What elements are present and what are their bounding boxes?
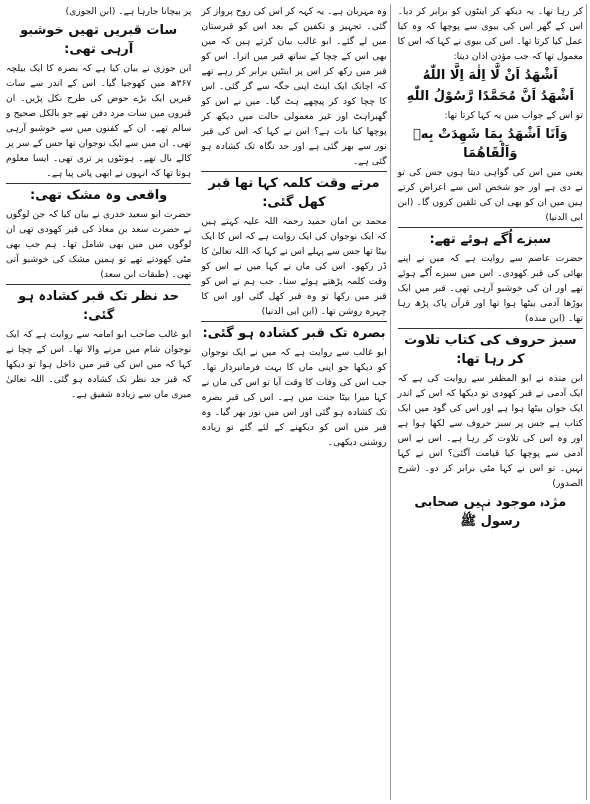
paragraph-kalima: محمد بن امان حمید رحمہ اللہ علیہ کہتے ہیں کہ ایک نوجوان کی ایک روایت ہے کہ اس کا ایک بیٹا تھا جس سے پہلے اس نے کہا کہ اللہ تعالیٰ کا ڈر رکھو۔ اس کی ماں نے کہا میں نے اس کو وقت کلمہ پڑھتے ہوئے سنا۔ جب ہم نے اس کو قبر میں رکھا تو وہ قبر کھل گئی اور اس کا چہرہ روشن تھا۔ (ابن ابی الدنیا): [201, 216, 387, 317]
paragraph-musk: حضرت ابو سعید خدری نے بیان کیا کہ جن لوگوں نے حضرت سعد بن معاذ کی قبر کھودی تھی ان لوگوں میں میں بھی شامل تھا۔ ہم جب بھی مٹی کھودتے تھے تو ہمیں مشک کی خوشبو آتی تھی۔ (طبقات ابن سعد): [6, 209, 192, 280]
column-right-intro: پر بیچانا جارہا ہے۔ (ابن الجوزی): [65, 6, 192, 17]
column-left: [395, 4, 587, 800]
quote-reply: وَاَنَا اَشْهَدُ بِمَا شَهِدَتْ بِهٖ وَاَلْقَاهُمَا: [412, 127, 568, 161]
paragraph-greenery: حضرت عاصم سے روایت ہے کہ میں نے اپنے بھائی کی قبر کھودی۔ اس میں سبزے اُگے ہوئے تھے اور ان کی خوشبو آرہی تھی۔ قبر میں ایک بوڑھا آدمی بیٹھا ہوا تھا اور قرآن پاک پڑھ رہا تھا۔ (ابن منذہ): [397, 253, 583, 324]
divider: [201, 171, 386, 172]
paragraph-continuation: وہ مہربان ہے۔ یہ کہہ کر اس کی روح پرواز کر گئی۔ تجہیز و تکفین کے بعد اس کو قبرستان میں لے گئے۔ ابو غالب بیان کرتے ہیں کہ میں بھی اس کے چچا کے ساتھ قبر میں اترا۔ اس کو قبر میں رکھ کر اس پر اینٹیں برابر کر رہے تھے کہ اچانک ایک اینٹ اپنی جگہ سے گر گئی۔ اس کا چچا کود کر پیچھے ہٹ گیا۔ میں نے اس کو گھبراہٹ اور غیر معمولی حالت میں دیکھ کر پوچھا کیا بات ہے؟ اس نے کہا کہ اس کی قبر نور سے بھر گئی ہے اور حد نگاہ تک کشادہ ہو گئی ہے۔: [201, 6, 387, 167]
column-right: [3, 4, 194, 800]
heading-green-book: سبز حروف کی کتاب تلاوت کر رہا تھا:: [404, 333, 577, 367]
divider: [6, 183, 191, 184]
heading-greenery: سبزے اُگے ہوئے تھے:: [429, 232, 552, 247]
quote-shahada-2: اَشْهَدُ اَنَّ مُحَمَّدًا رَّسُوْلُ اللّٰهِ: [406, 89, 574, 104]
column-middle: [198, 4, 390, 800]
heading-musk: واقعی وہ مشک تھی:: [30, 188, 168, 203]
divider: [6, 284, 191, 285]
paragraph-seven-graves: ابن جوزی نے بیان کیا ہے کہ بصرہ کا ایک بیلچہ ۳۶۷ھ میں کھوجیا گیا۔ اس کے اندر سے سات قبریں ایک بڑے حوض کی طرح نکل پڑیں۔ ان قبروں میں سات مرد دفن تھے جو بالکل صحیح و سالم تھے۔ ان کے کفنوں میں سے خوشبو آرہی تھی۔ ان میں سے ایک نوجوان تھا جس کے سر پر کالے بال تھے۔ ہونٹوں پر تری تھی۔ ایسا معلوم ہوتا تھا کہ انہوں نے ابھی پانی پیا ہے۔: [6, 63, 192, 179]
paragraph-reply: تو اس کے جواب میں یہ کہا کرتا تھا:: [444, 110, 583, 121]
divider: [398, 328, 583, 329]
heading-kalima: مرتے وقت کلمہ کہا تھا قبر کھل گئی:: [208, 176, 380, 210]
paragraph-grave-widened: ابو غالب صاحب ابو امامہ سے روایت ہے کہ ایک نوجوان شام میں مرنے والا تھا۔ اس کے چچا نے کہا کہ میں اس کی قبر میں داخل ہوا تو دیکھا کہ قبر حد نظر تک کشادہ ہو گئی۔ اللہ تعالیٰ میری ماں سے زیادہ شفیق ہے۔: [6, 329, 192, 400]
heading-grave-widened: حد نظر تک قبر کشادہ ہو گئی:: [18, 289, 180, 323]
quote-shahada-1: اَشْهَدُ اَنْ لَّا اِلٰهَ اِلَّا اللّٰهُ: [422, 68, 558, 83]
heading-basra: بصرہ تک قبر کشادہ ہو گئی:: [202, 326, 386, 341]
heading-seven-graves: سات قبریں تھیں خوشبو آرہی تھی:: [20, 23, 178, 57]
divider: [398, 227, 583, 228]
paragraph-meaning: یعنی میں اس کی گواہی دیتا ہوں جس کی تو نے دی ہے اور جو شخص اس سے اعراض کرتے ہیں میں ان کو بھی ان کی تلقین کروں گا۔ (ابن ابی الدنیا): [397, 167, 583, 223]
paragraph-green-book: ابن منذہ نے ابو المظفر سے روایت کی ہے کہ ایک آدمی نے قبر کھودی تو دیکھا کہ اس کے اندر ایک جوان بیٹھا ہوا ہے اور اس کی گود میں ایک کتاب ہے جس پر سبز حروف سے لکھا ہوا ہے اور وہ اس کی تلاوت کر رہا ہے۔ اس نے اس آدمی سے پوچھا کیا قیامت آگئی؟ اس نے کہا نہیں۔ تو اس نے کہا مٹی برابر کر دو۔ (شرح الصدور): [397, 373, 583, 489]
paragraph-continuation: کر رہا تھا۔ یہ دیکھ کر اینٹوں کو برابر کر دیا۔ اس کے گھر اس کی بیوی سے پوچھا کہ وہ کیا عمل کیا کرتا تھا۔ اس کی بیوی نے کہا کہ اس کا معمول تھا کہ جب مؤذن اذان دیتا:: [397, 6, 583, 62]
divider: [201, 321, 386, 322]
paragraph-basra: ابو غالب سے روایت ہے کہ میں نے ایک نوجوان کو دیکھا جو اپنی ماں کا بہت فرمانبردار تھا۔ جب اس کی وفات کا وقت آیا تو اس کی ماں نے کہا میرا بیٹا جنت میں ہے۔ اس کی قبر بصرہ تک کشادہ ہو گئی اور اس میں نور بھر گیا۔ وہ قبر میں اس کو دیکھنے کے لئے گئے تو زیادہ روشنی دیکھی۔: [201, 347, 387, 448]
heading-companion: مژدہ موجود نہیں صحابی رسول ﷺ: [414, 495, 567, 529]
